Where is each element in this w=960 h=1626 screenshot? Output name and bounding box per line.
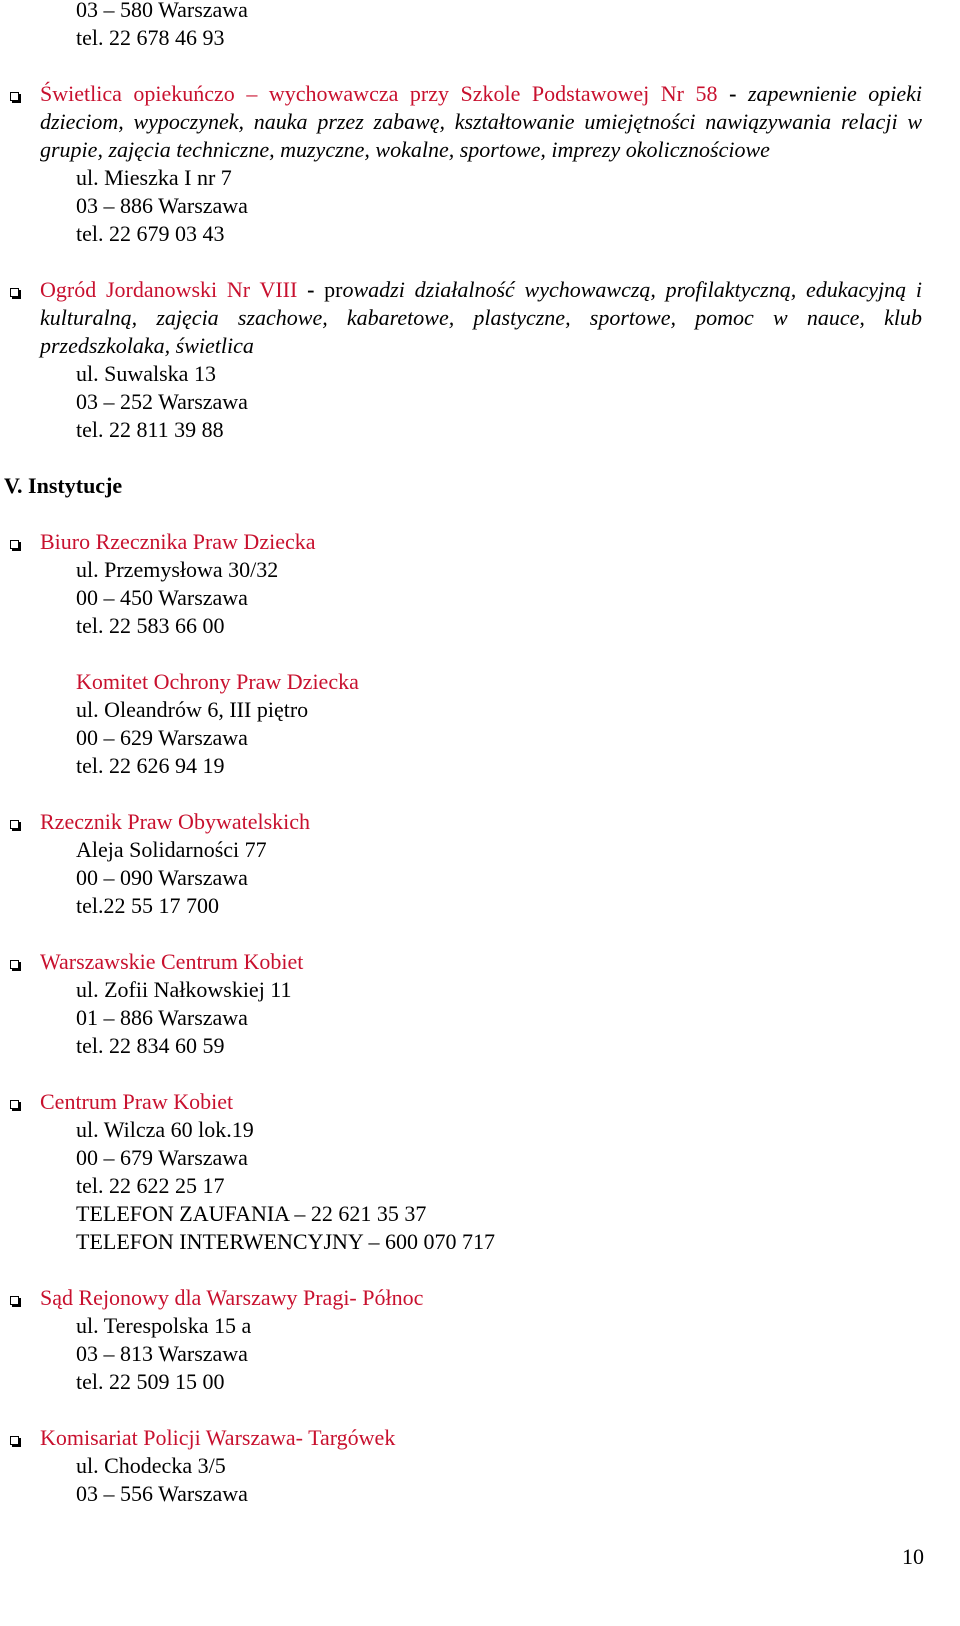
entry-name: Rzecznik Praw Obywatelskich xyxy=(40,809,311,834)
hotline-interwencyjny: TELEFON INTERWENCYJNY – 600 070 717 xyxy=(76,1229,495,1254)
entry-name: Centrum Praw Kobiet xyxy=(40,1089,234,1114)
entry-name: Ogród Jordanowski Nr VIII xyxy=(40,277,298,302)
checkbox-bullet-icon xyxy=(10,92,19,101)
entry-description: owadzi działalność wychowawczą, profilaktyczną, edukacyjną i kulturalną, zajęcia szachowe, kabaretowe, plastyczne, sportowe, pomoc w nauce, klub przedszkolaka, świetlica xyxy=(40,277,922,358)
entry-cpk xyxy=(0,1088,960,1116)
entry-name: Biuro Rzecznika Praw Dziecka xyxy=(40,529,316,554)
hotline-zaufania: TELEFON ZAUFANIA – 22 621 35 37 xyxy=(76,1201,427,1226)
entry-biuro xyxy=(0,528,960,556)
entry-name: Komisariat Policji Warszawa- Targówek xyxy=(40,1425,396,1450)
checkbox-bullet-icon xyxy=(10,1296,19,1305)
entry-phone: tel. 22 509 15 00 xyxy=(76,1369,225,1394)
entry-ogrod xyxy=(0,276,960,360)
entry-phone: tel. 22 622 25 17 xyxy=(76,1173,225,1198)
entry-street: ul. Chodecka 3/5 xyxy=(76,1453,226,1478)
checkbox-bullet-icon xyxy=(10,960,19,969)
entry-city: 00 – 679 Warszawa xyxy=(76,1145,248,1170)
entry-sad xyxy=(0,1284,960,1312)
entry-city: 00 – 450 Warszawa xyxy=(76,585,248,610)
entry-city: 03 – 813 Warszawa xyxy=(76,1341,248,1366)
entry-phone: tel. 22 834 60 59 xyxy=(76,1033,225,1058)
entry-name: Świetlica opiekuńczo – wychowawcza przy Szkole Podstawowej Nr 58 xyxy=(40,81,718,106)
entry-city: 01 – 886 Warszawa xyxy=(76,1005,248,1030)
entry-street: ul. Mieszka I nr 7 xyxy=(76,165,232,190)
entry-phone: tel.22 55 17 700 xyxy=(76,893,219,918)
entry-city: 03 – 556 Warszawa xyxy=(76,1481,248,1506)
entry-city: 00 – 090 Warszawa xyxy=(76,865,248,890)
section-heading: V. Instytucje xyxy=(4,473,123,498)
entry-swietlica xyxy=(0,80,960,164)
top-phone: tel. 22 678 46 93 xyxy=(76,25,225,50)
entry-street: ul. Suwalska 13 xyxy=(76,361,216,386)
entry-street: ul. Wilcza 60 lok.19 xyxy=(76,1117,254,1142)
separator: - xyxy=(307,277,315,302)
entry-street: ul. Terespolska 15 a xyxy=(76,1313,252,1338)
entry-phone: tel. 22 811 39 88 xyxy=(76,417,224,442)
entry-policja xyxy=(0,1424,960,1452)
entry-wck xyxy=(0,948,960,976)
entry-street: ul. Przemysłowa 30/32 xyxy=(76,557,279,582)
entry-street: ul. Zofii Nałkowskiej 11 xyxy=(76,977,292,1002)
entry-name: Sąd Rejonowy dla Warszawy Pragi- Północ xyxy=(40,1285,424,1310)
checkbox-bullet-icon xyxy=(10,540,19,549)
checkbox-bullet-icon xyxy=(10,820,19,829)
entry-street: ul. Oleandrów 6, III piętro xyxy=(76,697,309,722)
separator: - xyxy=(729,81,737,106)
entry-city: 03 – 252 Warszawa xyxy=(76,389,248,414)
page-number: 10 xyxy=(902,1544,924,1569)
entry-name: Warszawskie Centrum Kobiet xyxy=(40,949,304,974)
entry-description: zapewnienie opieki dzieciom, wypoczynek, nauka przez zabawę, kształtowanie umiejętności nawiązywania relacji w grupie, zajęcia techniczne, muzyczne, wokalne, sportowe, imprezy okolicznościowe xyxy=(40,81,923,162)
entry-city: 03 – 886 Warszawa xyxy=(76,193,248,218)
entry-street: Aleja Solidarności 77 xyxy=(76,837,267,862)
entry-phone: tel. 22 679 03 43 xyxy=(76,221,225,246)
entry-city: 00 – 629 Warszawa xyxy=(76,725,248,750)
checkbox-bullet-icon xyxy=(10,288,19,297)
top-city: 03 – 580 Warszawa xyxy=(76,0,248,22)
entry-description-prefix: pr xyxy=(324,277,343,302)
checkbox-bullet-icon xyxy=(10,1100,19,1109)
entry-rpo xyxy=(0,808,960,836)
entry-phone: tel. 22 583 66 00 xyxy=(76,613,225,638)
checkbox-bullet-icon xyxy=(10,1436,19,1445)
entry-name: Komitet Ochrony Praw Dziecka xyxy=(76,669,359,694)
entry-phone: tel. 22 626 94 19 xyxy=(76,753,225,778)
